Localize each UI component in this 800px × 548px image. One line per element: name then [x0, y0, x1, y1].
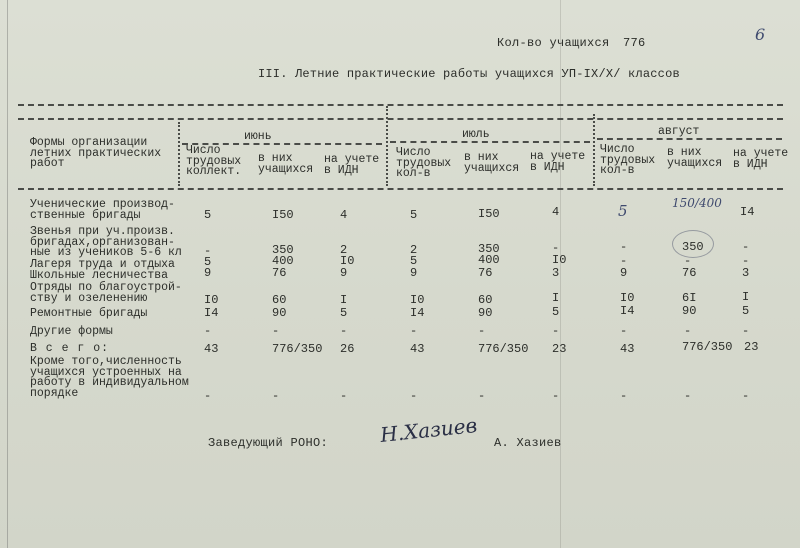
row-label-units: Звенья при уч.произв. бригадах,организован- ные из учеников 5-6 кл [30, 225, 182, 259]
cell-total: 23 [744, 340, 759, 354]
cell-handwritten: 150/400 [672, 196, 722, 210]
cell: - [620, 254, 628, 268]
august-sub-rule [597, 138, 782, 140]
row-label-forestries: Школьные лесничества [30, 269, 169, 282]
cell: I0 [410, 293, 425, 307]
july-collectives-header: Число трудовых кол-в [396, 146, 452, 180]
table-top-rule-1 [18, 104, 783, 106]
cell: 350 [478, 242, 500, 256]
head-name: А. Хазиев [494, 436, 562, 450]
cell-total: 776/350 [682, 340, 733, 354]
student-count-value: 776 [623, 36, 646, 50]
cell: I4 [620, 304, 635, 318]
cell: I0 [340, 254, 355, 268]
cell: - [204, 389, 212, 403]
cell: I50 [272, 208, 294, 222]
cell: 400 [478, 253, 500, 267]
cell: 9 [340, 266, 348, 280]
cell: - [552, 241, 560, 255]
august-students-header: в них учащихся [667, 146, 723, 170]
cell: 9 [204, 266, 212, 280]
cell: - [684, 389, 692, 403]
cell-handwritten: 5 [618, 202, 628, 220]
cell: I0 [552, 253, 567, 267]
student-count-label: Кол-во учащихся [497, 36, 610, 50]
cell: - [340, 324, 348, 338]
cell-total: 776/350 [272, 342, 323, 356]
cell: 5 [410, 254, 418, 268]
left-margin-line [7, 0, 8, 548]
cell-total: 43 [410, 342, 425, 356]
june-students-header: в них учащихся [258, 152, 314, 176]
cell: 76 [478, 266, 493, 280]
cell: 5 [410, 208, 418, 222]
cell: 60 [478, 293, 493, 307]
cell: 2 [410, 243, 418, 257]
cell: I4 [410, 306, 425, 320]
august-idn-header: на учете в ИДН [733, 147, 789, 171]
cell: - [684, 254, 692, 268]
cell: I0 [204, 293, 219, 307]
cell: - [620, 389, 628, 403]
cell: - [410, 389, 418, 403]
col-sep-3 [593, 114, 595, 186]
month-june: июнь [244, 130, 272, 143]
cell: 4 [340, 208, 348, 222]
cell: - [742, 254, 750, 268]
june-idn-header: на учете в ИДН [324, 153, 380, 177]
cell: - [340, 389, 348, 403]
cell: I50 [478, 207, 500, 221]
col-sep-1 [178, 122, 180, 186]
row-label-individual: Кроме того,численность учащихся устроенных на работу в индивидуальном порядке [30, 355, 189, 400]
july-idn-header: на учете в ИДН [530, 150, 586, 174]
paper-fold [560, 0, 561, 548]
cell-total: 26 [340, 342, 355, 356]
cell: I4 [204, 306, 219, 320]
cell: - [620, 240, 628, 254]
cell: 5 [742, 304, 750, 318]
cell: 5 [340, 306, 348, 320]
row-label-landscaping: Отряды по благоустрой- ству и озеленению [30, 281, 182, 305]
cell: 60 [272, 293, 287, 307]
page-mark: 6 [755, 25, 766, 44]
cell: I4 [740, 205, 755, 219]
cell: - [742, 389, 750, 403]
cell: 6I [682, 291, 697, 305]
cell: 4 [552, 205, 560, 219]
cell: 76 [272, 266, 287, 280]
cell: - [552, 324, 560, 338]
cell: 350 [682, 240, 704, 254]
july-students-header: в них учащихся [464, 151, 520, 175]
forms-header: Формы организации летних практических работ [30, 136, 162, 170]
cell: 90 [272, 306, 287, 320]
june-collectives-header: Число трудовых коллект. [186, 144, 242, 178]
head-position-label: Заведующий РОНО: [208, 436, 329, 450]
row-label-production-brigades: Ученические производ- ственные бригады [30, 198, 175, 222]
col-sep-2 [386, 106, 388, 186]
cell: - [478, 324, 486, 338]
cell: 3 [552, 266, 560, 280]
cell: - [272, 324, 280, 338]
header-bottom-rule [18, 188, 783, 190]
cell: 90 [478, 306, 493, 320]
cell: - [684, 324, 692, 338]
cell: 5 [552, 305, 560, 319]
month-august: август [658, 125, 700, 138]
cell: 76 [682, 266, 697, 280]
cell: I0 [620, 291, 635, 305]
row-label-labour-camps: Лагеря труда и отдыха [30, 258, 175, 271]
cell: - [478, 389, 486, 403]
cell: - [620, 324, 628, 338]
august-collectives-header: Число трудовых кол-в [600, 143, 656, 177]
cell-total: 43 [204, 342, 219, 356]
row-label-other: Другие формы [30, 325, 113, 338]
cell: 3 [742, 266, 750, 280]
table-top-rule-2 [18, 118, 783, 120]
cell-total: 43 [620, 342, 635, 356]
cell: 2 [340, 243, 348, 257]
document-title: III. Летние практические работы учащихся УП-IX/X/ классов [258, 67, 680, 81]
cell: - [204, 324, 212, 338]
cell: 5 [204, 255, 212, 269]
july-sub-rule [390, 141, 590, 143]
row-label-repair-brigades: Ремонтные бригады [30, 307, 148, 320]
cell: 9 [410, 266, 418, 280]
signature: Н.Хазиев [379, 412, 479, 448]
cell: 5 [204, 208, 212, 222]
pencil-circle-mark [672, 230, 714, 258]
cell: - [410, 324, 418, 338]
cell: 9 [620, 266, 628, 280]
cell: - [742, 240, 750, 254]
cell: 400 [272, 254, 294, 268]
cell: - [742, 324, 750, 338]
cell: - [272, 389, 280, 403]
cell-total: 23 [552, 342, 567, 356]
cell: - [552, 389, 560, 403]
cell-total: 776/350 [478, 342, 529, 356]
cell: I [340, 293, 348, 307]
cell: - [204, 244, 212, 258]
cell: 90 [682, 304, 697, 318]
cell: I [742, 290, 750, 304]
cell: 350 [272, 243, 294, 257]
cell: I [552, 291, 560, 305]
month-july: июль [462, 128, 490, 141]
row-label-total: В с е г о: [30, 342, 110, 355]
